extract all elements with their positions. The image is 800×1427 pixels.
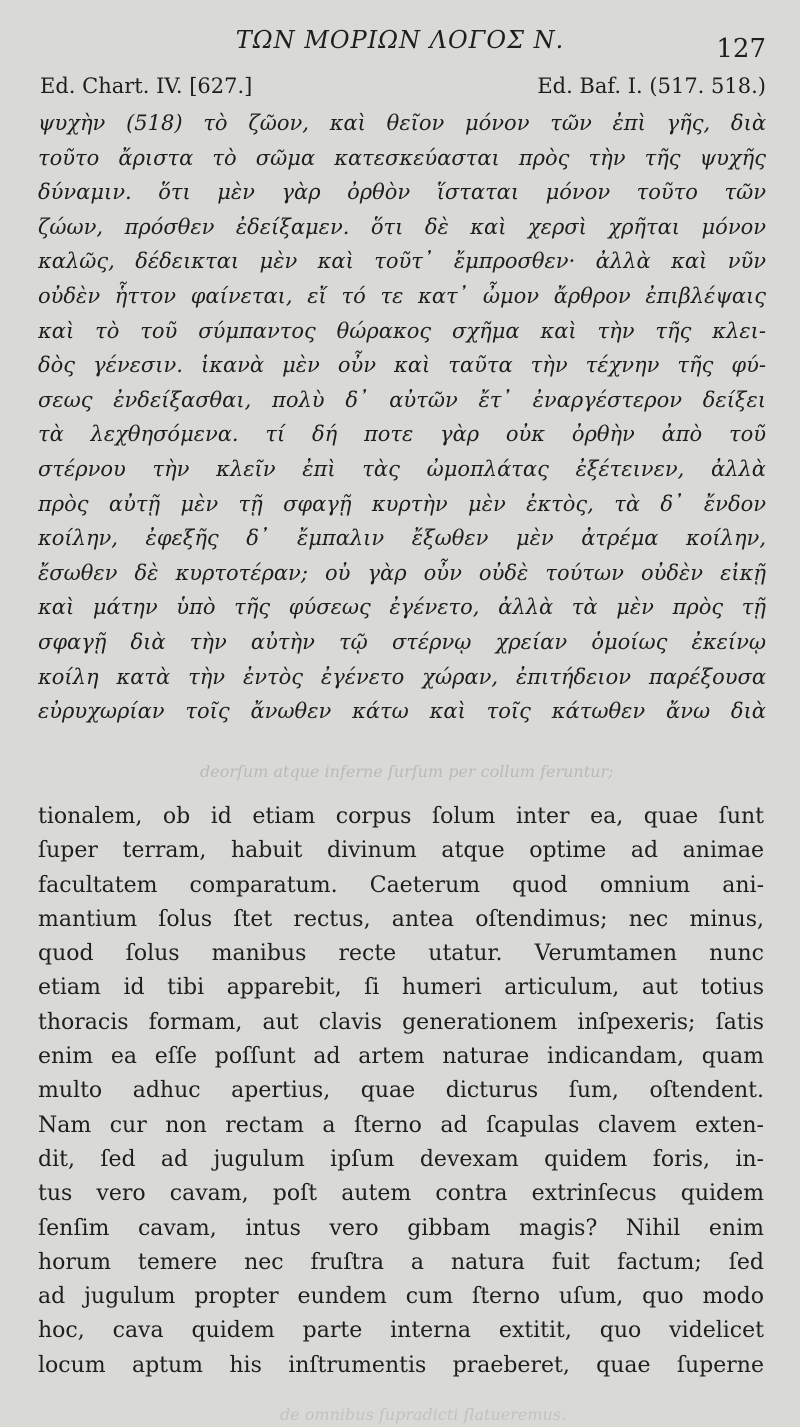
latin-text-line: thoracis formam, aut clavis generationem inſpexeris; ſatis bbox=[38, 1009, 764, 1035]
greek-text-line: σφαγῇ διὰ τὴν αὐτὴν τῷ στέρνῳ χρείαν ὁμοίως ἐκείνῳ bbox=[38, 629, 766, 654]
latin-text-block bbox=[38, 800, 764, 1383]
greek-text-line: καὶ τὸ τοῦ σύμπαντος θώρακος σχῆμα καὶ τὴν τῆς κλει- bbox=[38, 318, 766, 343]
greek-text-line: στέρνου τὴν κλεῖν ἐπὶ τὰς ὠμοπλάτας ἐξέτεινεν, ἀλλὰ bbox=[38, 456, 766, 481]
greek-text-line: δὸς γένεσιν. ἱκανὰ μὲν οὖν καὶ ταῦτα τὴν τέχνην τῆς φύ- bbox=[38, 353, 766, 378]
latin-text-line: enim ea eſſe poſſunt ad artem naturae indicandam, quam bbox=[38, 1044, 764, 1070]
greek-text-line: ζώων, πρόσθεν ἐδείξαμεν. ὅτι δὲ καὶ χερσὶ χρῆται μόνον bbox=[38, 214, 766, 239]
greek-text-line: πρὸς αὐτῇ μὲν τῇ σφαγῇ κυρτὴν μὲν ἐκτὸς, τὰ δ᾽ ἔνδον bbox=[38, 491, 766, 516]
latin-text-line: facultatem comparatum. Caeterum quod omnium ani- bbox=[38, 872, 764, 898]
page-number: 127 bbox=[716, 34, 766, 64]
greek-text-line: τὰ λεχθησόμενα. τί δή ποτε γὰρ οὐκ ὀρθὴν ἀπὸ τοῦ bbox=[38, 422, 766, 447]
latin-text-line: mantium ſolus ſtet rectus, antea oſtendimus; nec minus, bbox=[38, 906, 764, 932]
latin-text-line: Nam cur non rectam a ſterno ad ſcapulas clavem exten- bbox=[38, 1112, 764, 1138]
edition-reference-left: Ed. Chart. IV. [627.] bbox=[40, 74, 253, 98]
greek-text-line: σεως ἐνδείξασθαι, πολὺ δ᾽ αὐτῶν ἔτ᾽ ἐναργέστερον δείξει bbox=[38, 387, 766, 412]
latin-text-line: ſenſim cavam, intus vero gibbam magis? Nihil enim bbox=[38, 1215, 764, 1241]
running-head: ΤΩΝ ΜΟΡΙΩΝ ΛΟΓΟΣ Ν. bbox=[235, 26, 565, 54]
latin-text-line: tionalem, ob id etiam corpus ſolum inter ea, quae ſunt bbox=[38, 804, 764, 829]
latin-text-line: horum temere nec fruſtra a natura fuit factum; ſed bbox=[38, 1249, 764, 1275]
edition-reference-right: Ed. Baf. I. (517. 518.) bbox=[537, 74, 766, 98]
bleed-through-text-bottom: de omnibus ſupradicti ſlatueremus. bbox=[280, 1405, 567, 1424]
greek-text-line: εὐρυχωρίαν τοῖς ἄνωθεν κάτω καὶ τοῖς κάτωθεν ἄνω διὰ bbox=[38, 699, 766, 724]
latin-text-line: quod ſolus manibus recte utatur. Verumtamen nunc bbox=[38, 941, 764, 967]
greek-text-line: κοίλην, ἐφεξῆς δ᾽ ἔμπαλιν ἔξωθεν μὲν ἀτρέμα κοίλην, bbox=[38, 526, 766, 551]
bleed-through-text-top: deorſum atque inferne ſurſum per collum feruntur; bbox=[200, 762, 614, 781]
latin-text-line: etiam id tibi apparebit, ſi humeri articulum, aut totius bbox=[38, 975, 764, 1001]
latin-text-line: dit, ſed ad jugulum ipſum devexam quidem foris, in- bbox=[38, 1146, 764, 1172]
latin-text-line: ad jugulum propter eundem cum ſterno uſum, quo modo bbox=[38, 1284, 764, 1310]
greek-text-line: τοῦτο ἄριστα τὸ σῶμα κατεσκεύασται πρὸς τὴν τῆς ψυχῆς bbox=[38, 145, 766, 170]
greek-text-line: δύναμιν. ὅτι μὲν γὰρ ὀρθὸν ἵσταται μόνον τοῦτο τῶν bbox=[38, 180, 766, 205]
greek-text-line: ψυχὴν (518) τὸ ζῶον, καὶ θεῖον μόνον τῶν ἐπὶ γῆς, διὰ bbox=[38, 111, 766, 135]
greek-text-block bbox=[38, 106, 766, 729]
greek-text-line: οὐδὲν ἧττον φαίνεται, εἴ τό τε κατ᾽ ὦμον ἄρθρον ἐπιβλέψαις bbox=[38, 283, 766, 308]
greek-text-line: κοίλη κατὰ τὴν ἐντὸς ἐγένετο χώραν, ἐπιτήδειον παρέξουσα bbox=[38, 664, 766, 689]
greek-text-line: ἔσωθεν δὲ κυρτοτέραν; οὐ γὰρ οὖν οὐδὲ τούτων οὐδὲν εἰκῇ bbox=[38, 560, 766, 585]
latin-text-line: hoc, cava quidem parte interna extitit, quo videlicet bbox=[38, 1318, 764, 1344]
greek-text-line: καὶ μάτην ὑπὸ τῆς φύσεως ἐγένετο, ἀλλὰ τὰ μὲν πρὸς τῇ bbox=[38, 595, 766, 620]
latin-text-line: ſuper terram, habuit divinum atque optime ad animae bbox=[38, 838, 764, 864]
latin-text-line: tus vero cavam, poſt autem contra extrinſecus quidem bbox=[38, 1181, 764, 1207]
latin-text-line: locum aptum his inſtrumentis praeberet, quae ſuperne bbox=[38, 1352, 764, 1378]
greek-text-line: καλῶς, δέδεικται μὲν καὶ τοῦτ᾽ ἔμπροσθεν· ἀλλὰ καὶ νῦν bbox=[38, 249, 766, 274]
latin-text-line: multo adhuc apertius, quae dicturus ſum, oſtendent. bbox=[38, 1078, 764, 1104]
